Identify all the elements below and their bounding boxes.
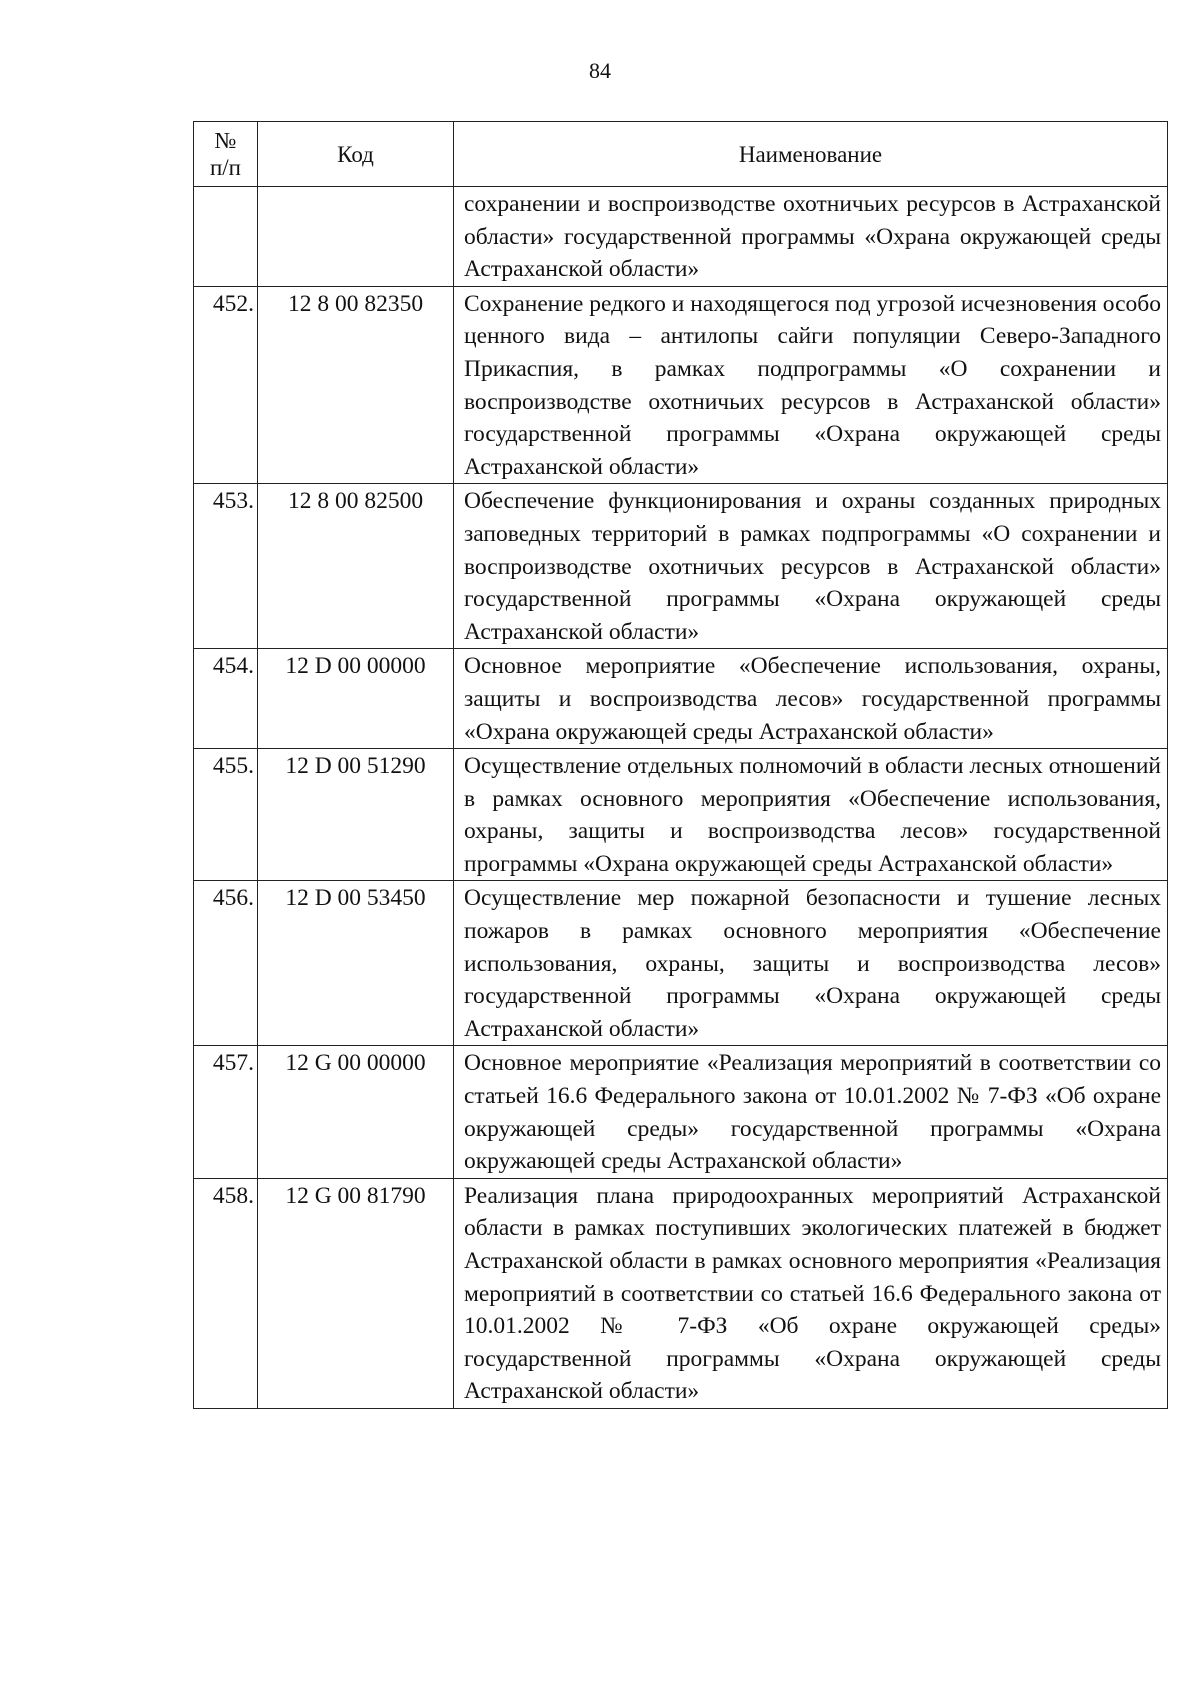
row-code: 12 8 00 82500 [258, 484, 454, 649]
row-name: Осуществление отдельных полномочий в области лесных отношений в рамках основного мероприятия «Обеспечение использования, охраны, защиты и воспроизводства лесов» государственной программы «Охрана окружающей среды Астраханской области» [454, 749, 1168, 881]
table-row [194, 649, 1168, 749]
row-num: 453. [194, 484, 258, 649]
row-name: Реализация плана природоохранных мероприятий Астраханской области в рамках поступивших экологических платежей в бюджет Астраханской области в рамках основного мероприятия «Реализация мероприятий в соответствии со статьей 16.6 Федерального закона от 10.01.2002 № 7-ФЗ «Об охране окружающей среды» государственной программы «Охрана окружающей среды Астраханской области» [454, 1178, 1168, 1408]
row-code: 12 G 00 00000 [258, 1046, 454, 1178]
row-num: 458. [194, 1178, 258, 1408]
row-num [194, 187, 258, 287]
row-code [258, 187, 454, 287]
row-name: Осуществление мер пожарной безопасности и тушение лесных пожаров в рамках основного мероприятия «Обеспечение использования, охраны, защиты и воспроизводства лесов» государственной программы «Охрана окружающей среды Астраханской области» [454, 881, 1168, 1046]
row-name: Обеспечение функционирования и охраны созданных природных заповедных территорий в рамках подпрограммы «О сохранении и воспроизводстве охотничьих ресурсов в Астраханской области» государственной программы «Охрана окружающей среды Астраханской области» [454, 484, 1168, 649]
header-code-label: Код [337, 141, 374, 167]
row-num: 454. [194, 649, 258, 749]
header-name [454, 122, 1168, 187]
row-code: 12 D 00 51290 [258, 749, 454, 881]
row-num: 457. [194, 1046, 258, 1178]
row-code: 12 D 00 00000 [258, 649, 454, 749]
row-name: сохранении и воспроизводстве охотничьих ресурсов в Астраханской области» государственной программы «Охрана окружающей среды Астраханской области» [454, 187, 1168, 287]
table-row [194, 1046, 1168, 1178]
header-code [258, 122, 454, 187]
row-code: 12 G 00 81790 [258, 1178, 454, 1408]
page-number: 84 [589, 58, 611, 83]
row-code: 12 8 00 82350 [258, 286, 454, 484]
row-num: 456. [194, 881, 258, 1046]
table-row [194, 286, 1168, 484]
row-num: 455. [194, 749, 258, 881]
header-num [194, 122, 258, 187]
row-name: Основное мероприятие «Реализация мероприятий в соответствии со статьей 16.6 Федерального закона от 10.01.2002 № 7-ФЗ «Об охране окружающей среды» государственной программы «Охрана окружающей среды Астраханской области» [454, 1046, 1168, 1178]
header-name-label: Наименование [738, 141, 883, 167]
row-num: 452. [194, 286, 258, 484]
row-name: Сохранение редкого и находящегося под угрозой исчезновения особо ценного вида – антилопы сайги популяции Северо-Западного Прикаспия, в рамках подпрограммы «О сохранении и воспроизводстве охотничьих ресурсов в Астраханской области» государственной программы «Охрана окружающей среды Астраханской области» [454, 286, 1168, 484]
classification-table [193, 121, 1168, 1409]
row-code: 12 D 00 53450 [258, 881, 454, 1046]
table-row [194, 749, 1168, 881]
table-row [194, 187, 1168, 287]
table-row [194, 484, 1168, 649]
table-header-row [194, 122, 1168, 187]
table-row [194, 881, 1168, 1046]
table-row [194, 1178, 1168, 1408]
header-num-label: № п/п [209, 128, 241, 180]
row-name: Основное мероприятие «Обеспечение использования, охраны, защиты и воспроизводства лесов» государственной программы «Охрана окружающей среды Астраханской области» [454, 649, 1168, 749]
